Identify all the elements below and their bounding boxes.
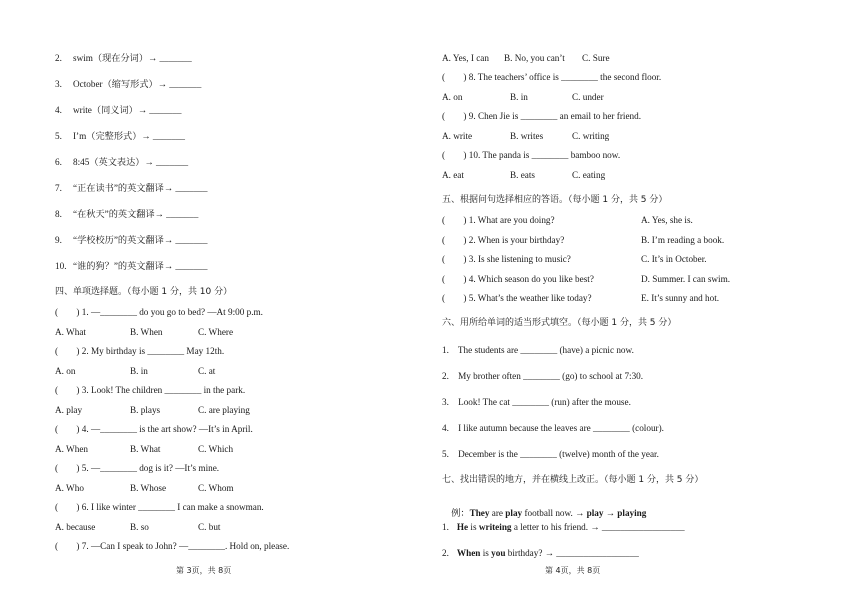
mc-option-c: C. Where: [198, 327, 234, 337]
vocab-number: 9.: [55, 235, 62, 245]
mc-question: ( ) 5. —________ dog is it? —It’s mine.: [55, 463, 220, 473]
example-word: They: [469, 508, 490, 518]
vocab-item: October（缩写形式）→ _______: [73, 79, 202, 89]
vocab-number: 4.: [55, 105, 62, 115]
vocab-item: 8:45（英文表达）→ _______: [73, 157, 189, 167]
mc-option-b: B. What: [130, 444, 161, 454]
vocab-item: swim（现在分词）→ _______: [73, 53, 192, 63]
error-word: When: [456, 548, 481, 558]
mc-option-b: B. eats: [510, 170, 536, 180]
error-word: you: [491, 548, 506, 558]
match-question: ( ) 2. When is your birthday?: [442, 234, 565, 245]
mc-question: ( ) 10. The panda is ________ bamboo now.: [442, 150, 621, 160]
mc-option-a: A. eat: [442, 170, 464, 180]
mc-option-a: A. on: [442, 92, 463, 102]
section5-title: 五、根据问句选择相应的答语。（每小题 1 分，共 5 分）: [442, 195, 668, 205]
vocab-item: write（同义词）→ _______: [73, 105, 182, 115]
mc-option-a: A. Who: [55, 483, 84, 493]
page-footer-right: 第 4页，共 8页: [545, 566, 601, 575]
example-text: →: [603, 508, 618, 518]
example-label: 例：: [451, 508, 470, 518]
mc-option-c: C. Which: [198, 444, 234, 454]
match-answer: D. Summer. I can swim.: [641, 273, 731, 284]
page-footer-left: 第 3页，共 8页: [176, 566, 232, 575]
vocab-number: 8.: [55, 209, 62, 219]
vocab-item: “学校校历”的英文翻译→ _______: [73, 235, 208, 245]
section4-title: 四、单项选择题。（每小题 1 分，共 10 分）: [55, 287, 233, 297]
mc-question: ( ) 7. —Can I speak to John? —________. Hold on, please.: [55, 541, 290, 551]
mc-question: ( ) 1. —________ do you go to bed? —At 9:00 p.m.: [55, 307, 263, 317]
mc-question: ( ) 8. The teachers’ office is ________ the second floor.: [442, 72, 662, 82]
mc-question: ( ) 2. My birthday is ________ May 12th.: [55, 346, 225, 356]
fill-item: 2. My brother often ________ (go) to school at 7:30.: [442, 371, 644, 381]
mc-option-c: C. under: [572, 92, 604, 102]
mc-option-a: A. When: [55, 444, 88, 454]
error-text: is: [480, 548, 492, 558]
mc-option-c: C. but: [198, 522, 221, 532]
mc-option-a: A. What: [55, 327, 86, 337]
mc-option-b: B. plays: [130, 405, 161, 415]
vocab-item: “谁的狗？”的英文翻译→ _______: [73, 261, 208, 271]
fill-item: 4. I like autumn because the leaves are ________ (colour).: [442, 423, 664, 433]
match-question: ( ) 3. Is she listening to music?: [442, 254, 571, 264]
vocab-number: 7.: [55, 183, 62, 193]
mc-option-c: C. eating: [572, 170, 606, 180]
vocab-number: 6.: [55, 157, 62, 167]
match-answer: E. It’s sunny and hot.: [641, 293, 720, 303]
mc-option-c: C. at: [198, 366, 216, 376]
section6-title: 六、用所给单词的适当形式填空。（每小题 1 分，共 5 分）: [442, 318, 677, 328]
mc-option-c: C. writing: [572, 131, 610, 141]
error-item: [442, 521, 685, 533]
mc-option-c: C. are playing: [198, 405, 250, 415]
mc-option-a: A. on: [55, 366, 76, 376]
vocab-number: 10.: [55, 261, 67, 271]
q7-option-b: B. No, you can’t: [504, 53, 565, 63]
mc-question: ( ) 6. I like winter ________ I can make a snowman.: [55, 502, 264, 512]
mc-option-b: B. writes: [510, 131, 544, 141]
example-word: play: [505, 508, 523, 518]
fill-item: 5. December is the ________ (twelve) month of the year.: [442, 449, 659, 459]
match-question: ( ) 4. Which season do you like best?: [442, 273, 594, 284]
vocab-number: 5.: [55, 131, 62, 141]
fill-item: 3. Look! The cat ________ (run) after the mouse.: [442, 397, 631, 407]
mc-question: ( ) 9. Chen Jie is ________ an email to her friend.: [442, 111, 642, 121]
example-text: football now. →: [522, 508, 587, 518]
q7-option-a: A. Yes, I can: [442, 53, 489, 63]
fill-item: 1. The students are ________ (have) a picnic now.: [442, 345, 634, 355]
mc-option-b: B. When: [130, 327, 163, 337]
vocab-number: 3.: [55, 79, 62, 89]
example-word: play: [586, 508, 604, 518]
section7-title: 七、找出错误的地方，并在横线上改正。（每小题 1 分，共 5 分）: [442, 475, 704, 485]
vocab-item: “在秋天”的英文翻译→ _______: [73, 209, 199, 219]
mc-option-c: C. Whom: [198, 483, 234, 493]
mc-option-b: B. in: [130, 366, 148, 376]
mc-question: ( ) 4. —________ is the art show? —It’s in April.: [55, 424, 253, 434]
error-item: [442, 547, 639, 559]
mc-question: ( ) 3. Look! The children ________ in the park.: [55, 385, 246, 395]
error-number: 1.: [442, 522, 449, 532]
match-answer: A. Yes, she is.: [641, 215, 693, 225]
vocab-item: I’m（完整形式）→ _______: [73, 131, 186, 141]
match-question: ( ) 5. What’s the weather like today?: [442, 293, 592, 303]
mc-option-a: A. write: [442, 131, 473, 141]
error-word: He: [456, 522, 469, 532]
mc-option-b: B. in: [510, 92, 528, 102]
mc-option-a: A. because: [55, 522, 96, 532]
error-text: is: [468, 522, 479, 532]
example-word: playing: [617, 508, 647, 518]
error-text: a letter to his friend. → __________________: [511, 522, 685, 532]
match-answer: C. It’s in October.: [641, 254, 707, 264]
error-text: birthday? → __________________: [505, 548, 639, 558]
error-word: writeing: [478, 522, 512, 532]
match-question: ( ) 1. What are you doing?: [442, 215, 555, 225]
example-text: are: [489, 508, 506, 518]
mc-option-b: B. Whose: [130, 483, 167, 493]
mc-option-a: A. play: [55, 405, 83, 415]
vocab-item: “正在读书”的英文翻译→ _______: [73, 183, 208, 193]
match-answer: B. I’m reading a book.: [641, 234, 725, 245]
q7-option-c: C. Sure: [582, 53, 610, 63]
mc-option-b: B. so: [130, 522, 149, 532]
vocab-number: 2.: [55, 53, 62, 63]
error-number: 2.: [442, 548, 449, 558]
